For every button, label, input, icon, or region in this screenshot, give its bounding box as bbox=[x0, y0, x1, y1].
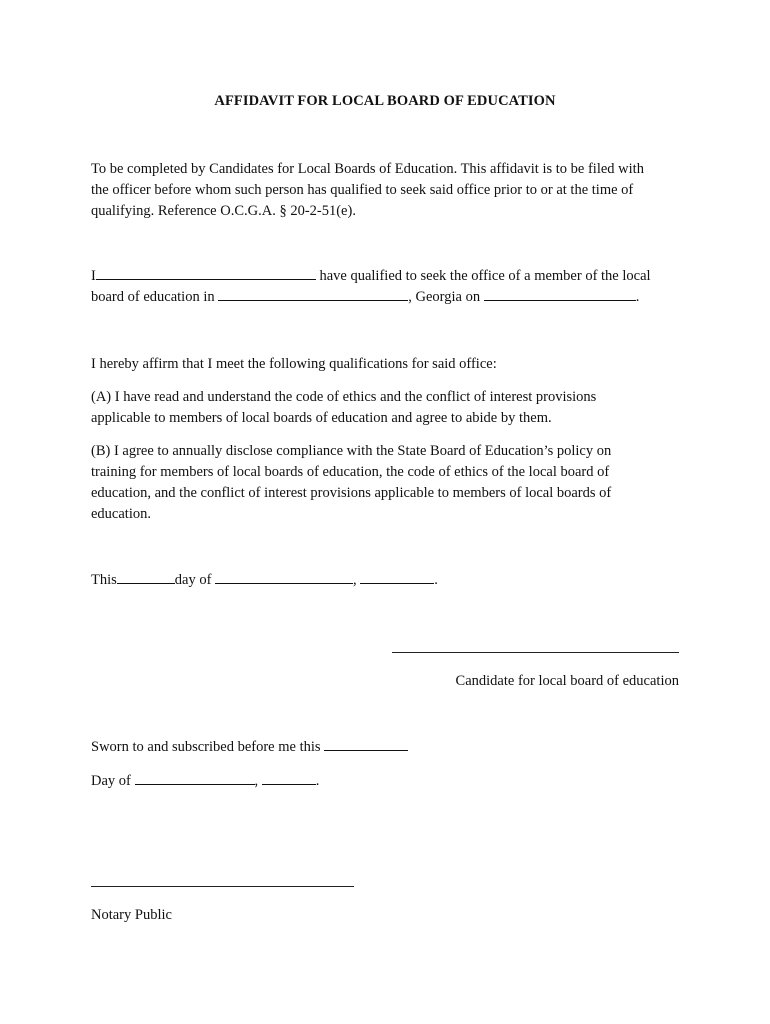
sworn-line bbox=[91, 737, 691, 758]
clause-b bbox=[91, 441, 691, 525]
day-of-end: . bbox=[315, 773, 320, 789]
day-of-text: Day of bbox=[91, 773, 131, 789]
affirm-heading: I hereby affirm that I meet the following qualifications for said office: bbox=[91, 356, 497, 372]
date-this: This bbox=[91, 572, 117, 588]
notary-label: Notary Public bbox=[91, 907, 172, 923]
day-of-line bbox=[91, 771, 691, 792]
candidate-signature-line[interactable] bbox=[392, 652, 679, 653]
declaration-prefix: I bbox=[91, 268, 96, 284]
notary-signature-line[interactable] bbox=[91, 886, 354, 887]
declaration-line2-prefix: board of education in bbox=[91, 289, 215, 305]
clause-b-line-1: (B) I agree to annually disclose compliance with the State Board of Education’s policy on bbox=[91, 443, 612, 459]
clause-a-line-2: applicable to members of local boards of education and agree to abide by them. bbox=[91, 410, 552, 426]
declaration-after-name: have qualified to seek the office of a member of the local bbox=[319, 268, 651, 284]
sworn-year-blank[interactable] bbox=[262, 772, 316, 785]
day-blank[interactable] bbox=[117, 571, 175, 584]
declaration-line-2 bbox=[91, 287, 691, 308]
clause-b-line-2: training for members of local boards of education, the code of ethics of the local board of bbox=[91, 464, 610, 480]
date-day-of: day of bbox=[174, 572, 212, 588]
year-blank[interactable] bbox=[360, 571, 434, 584]
day-of-comma: , bbox=[254, 773, 259, 789]
sworn-day-blank[interactable] bbox=[324, 738, 408, 751]
clause-a-line-1: (A) I have read and understand the code of ethics and the conflict of interest provisions bbox=[91, 389, 597, 405]
declaration-after-county: , Georgia on bbox=[408, 289, 481, 305]
intro-line-2: the officer before whom such person has qualified to seek said office prior to or at the time of bbox=[91, 182, 634, 198]
date-line bbox=[91, 570, 691, 591]
clause-a bbox=[91, 387, 691, 429]
clause-b-line-4: education. bbox=[91, 506, 151, 522]
month-blank[interactable] bbox=[215, 571, 353, 584]
declaration-paragraph bbox=[91, 266, 691, 308]
candidate-label: Candidate for local board of education bbox=[455, 673, 679, 689]
date-comma: , bbox=[353, 572, 357, 588]
sworn-text: Sworn to and subscribed before me this bbox=[91, 739, 321, 755]
intro-line-1: To be completed by Candidates for Local Boards of Education. This affidavit is to be filed with bbox=[91, 161, 644, 177]
county-blank[interactable] bbox=[218, 288, 408, 301]
qualifying-date-blank[interactable] bbox=[484, 288, 636, 301]
declaration-end: . bbox=[635, 289, 640, 305]
document-title: AFFIDAVIT FOR LOCAL BOARD OF EDUCATION bbox=[214, 93, 556, 109]
clause-b-line-3: education, and the conflict of interest provisions applicable to members of local boards of bbox=[91, 485, 612, 501]
declaration-line-1 bbox=[91, 266, 691, 287]
candidate-name-blank[interactable] bbox=[96, 267, 316, 280]
intro-line-3: qualifying. Reference O.C.G.A. § 20-2-51(e). bbox=[91, 203, 356, 219]
intro-paragraph bbox=[91, 159, 691, 222]
sworn-month-blank[interactable] bbox=[135, 772, 255, 785]
date-end: . bbox=[434, 572, 438, 588]
